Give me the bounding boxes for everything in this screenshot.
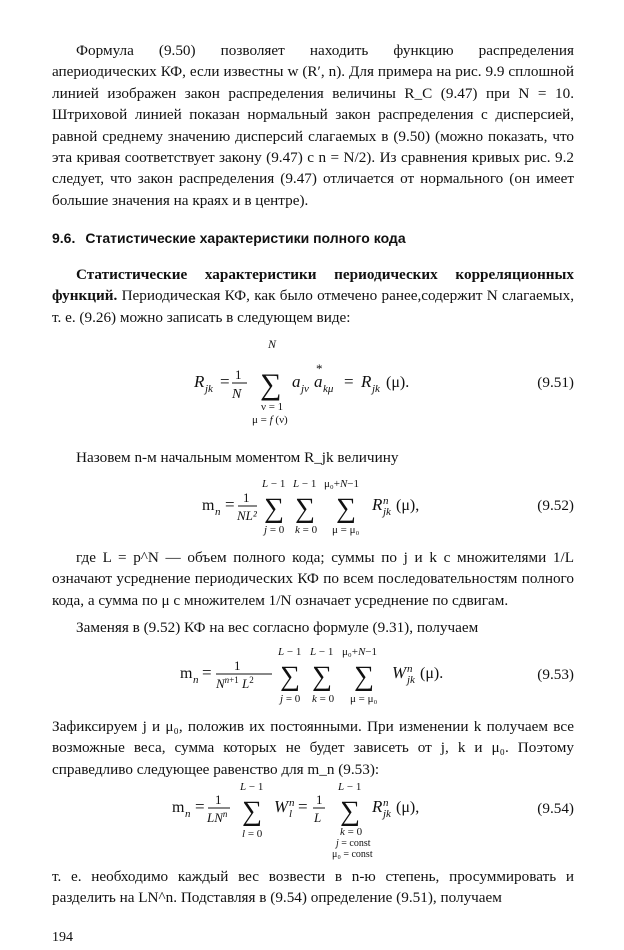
section-number: 9.6. <box>52 230 76 246</box>
equation-9-52-formula <box>52 477 492 541</box>
equation-number: (9.51) <box>537 374 574 391</box>
svg-text:∑: ∑ <box>260 368 282 401</box>
svg-text:=: = <box>202 663 212 682</box>
svg-text:∑: ∑ <box>242 796 262 827</box>
svg-text:l = 0: l = 0 <box>242 828 263 840</box>
svg-text:k = 0: k = 0 <box>312 693 335 705</box>
svg-text:∑: ∑ <box>264 493 284 524</box>
svg-text:j = 0: j = 0 <box>264 524 285 536</box>
svg-text:j = const: j = const <box>336 838 371 849</box>
svg-text:ν = 1: ν = 1 <box>261 401 284 413</box>
equation-9-52 <box>52 477 574 541</box>
svg-text:L − 1: L − 1 <box>278 646 302 658</box>
svg-text:n: n <box>289 797 295 809</box>
svg-text:L − 1: L − 1 <box>310 646 334 658</box>
svg-text:μ₀+N−1: μ₀+N−1 <box>324 478 359 490</box>
svg-text:N: N <box>232 387 242 402</box>
svg-text:μ = f (ν): μ = f (ν) <box>252 414 288 426</box>
paragraph-lead: Статистические характеристики периодических корреляционных функций. <box>52 266 574 305</box>
svg-text:=: = <box>344 372 354 391</box>
svg-text:LNn: $LN^n$ <box>207 809 228 825</box>
svg-text:R: R <box>372 495 383 514</box>
svg-text:jk: jk <box>383 808 391 820</box>
section-heading <box>52 230 574 246</box>
svg-text:∑: ∑ <box>354 661 374 692</box>
svg-text:=: = <box>298 797 308 816</box>
svg-text:R: R <box>372 797 383 816</box>
svg-text:=: = <box>195 797 205 816</box>
svg-text:n: n <box>193 674 199 686</box>
svg-text:m: m <box>180 665 193 682</box>
section-title: Статистические характеристики полного кода <box>85 230 406 246</box>
svg-text:n: n <box>407 663 413 675</box>
svg-text:*: * <box>316 361 323 376</box>
svg-text:N: N <box>268 337 277 351</box>
svg-text:W: W <box>392 663 407 682</box>
svg-text:∑: ∑ <box>312 661 332 692</box>
svg-text:(μ).: (μ). <box>386 374 410 391</box>
svg-text:1: 1 <box>215 792 222 807</box>
svg-text:Nn+1 L2: $N^n+1$ $L^2$ <box>216 675 254 691</box>
equation-9-51 <box>52 332 574 426</box>
svg-text:n: n <box>215 506 221 518</box>
svg-text:L − 1: L − 1 <box>338 781 362 793</box>
svg-text:∑: ∑ <box>280 661 300 692</box>
svg-text:∑: ∑ <box>295 493 315 524</box>
svg-text:μ₀+N−1: μ₀+N−1 <box>342 646 377 658</box>
equation-number: (9.52) <box>537 497 574 514</box>
svg-text:∑: ∑ <box>340 796 360 827</box>
svg-text:a: a <box>292 372 301 391</box>
svg-text:n: n <box>383 797 389 809</box>
svg-text:R: R <box>194 372 205 391</box>
svg-text:(μ),: (μ), <box>396 799 420 816</box>
equation-9-54-formula <box>52 780 492 860</box>
equation-9-53 <box>52 644 574 710</box>
equation-number: (9.53) <box>537 666 574 683</box>
svg-text:jk: jk <box>407 674 415 686</box>
svg-text:=: = <box>220 372 230 391</box>
svg-text:kμ: kμ <box>323 383 334 395</box>
svg-text:L: L <box>314 810 322 825</box>
svg-text:R: R <box>361 372 372 391</box>
svg-text:jk: jk <box>372 383 380 395</box>
svg-text:m: m <box>172 799 185 816</box>
svg-text:=: = <box>225 495 235 514</box>
svg-text:k = 0: k = 0 <box>340 826 363 838</box>
svg-text:(μ).: (μ). <box>420 665 444 682</box>
equation-9-51-formula <box>52 332 472 426</box>
svg-text:1: 1 <box>234 658 241 673</box>
svg-text:j = 0: j = 0 <box>280 693 301 705</box>
svg-text:L − 1: L − 1 <box>240 781 264 793</box>
svg-text:(μ),: (μ), <box>396 497 420 514</box>
svg-text:L − 1: L − 1 <box>262 478 286 490</box>
svg-text:1: 1 <box>235 367 242 382</box>
svg-text:k = 0: k = 0 <box>295 524 318 536</box>
svg-text:W: W <box>274 797 289 816</box>
intro-paragraph: Формула (9.50) позволяет находить функцию распределения апериодических КФ, если известны w (R′, n). Для примера на рис. 9.9 сплошной линией изображен закон распределения величины R_C (9.47) при N = 10. Штриховой линией показан нормальный закон распределения с дисперсией, равной среднему значению дисперсий слагаемых в (9.50) (можно показать, что эта кривая соответствует закону (9.47) с n = N/2). Из сравнения кривых рис. 9.2 следует, что закон распределения (9.47) отличается от нормального (он имеет большие значения на краях и в центре). <box>52 42 574 209</box>
svg-text:NL²: NL² <box>237 508 257 523</box>
paragraph-full-code-volume: где L = p^N — объем полного кода; суммы по j и k с множителями 1/L означают усреднение периодических КФ по всем последовательностям полного кода, а сумма по μ с множителем 1/N означает усреднение по сдвигам. <box>52 549 574 609</box>
svg-text:μ = μ₀: μ = μ₀ <box>350 693 378 705</box>
svg-text:jk: jk <box>205 383 213 395</box>
svg-text:μ₀ = const: μ₀ = const <box>332 849 373 860</box>
equation-9-53-formula <box>52 644 492 710</box>
svg-text:1: 1 <box>243 490 250 505</box>
svg-text:n: n <box>185 808 191 820</box>
svg-text:jν: jν <box>301 383 309 395</box>
paragraph-moment-definition: Назовем n-м начальным моментом R_jk величину <box>76 449 399 466</box>
paragraph-conclusion: т. е. необходимо каждый вес возвести в n-ю степень, просуммировать и разделить на LN^n. Подставляя в (9.54) определение (9.51), получаем <box>52 868 574 907</box>
paragraph-weight-substitution: Заменяя в (9.52) КФ на вес согласно формуле (9.31), получаем <box>76 619 479 636</box>
svg-text:n: n <box>383 495 389 507</box>
equation-9-54 <box>52 780 574 860</box>
page-number: 194 <box>52 930 73 945</box>
svg-text:m: m <box>202 497 215 514</box>
equation-number: (9.54) <box>537 800 574 817</box>
svg-text:L − 1: L − 1 <box>293 478 317 490</box>
svg-text:l: l <box>289 808 293 820</box>
paragraph-periodic-cf <box>52 264 574 328</box>
svg-text:jk: jk <box>383 506 391 518</box>
svg-text:∑: ∑ <box>336 493 356 524</box>
paragraph-body: Периодическая КФ, как было отмечено ранее,содержит N слагаемых, т. е. (9.26) можно записать в следующем виде: <box>52 287 574 326</box>
paragraph-fixed-indices: Зафиксируем j и μ₀, положив их постоянными. При изменении k получаем все возможные веса, сумма которых не будет зависеть от j, k и μ₀. Поэтому справедливо следующее равенство для m_n (9.53): <box>52 718 574 778</box>
svg-text:a: a <box>314 372 323 391</box>
svg-text:1: 1 <box>316 792 323 807</box>
svg-text:μ = μ₀: μ = μ₀ <box>332 524 360 536</box>
